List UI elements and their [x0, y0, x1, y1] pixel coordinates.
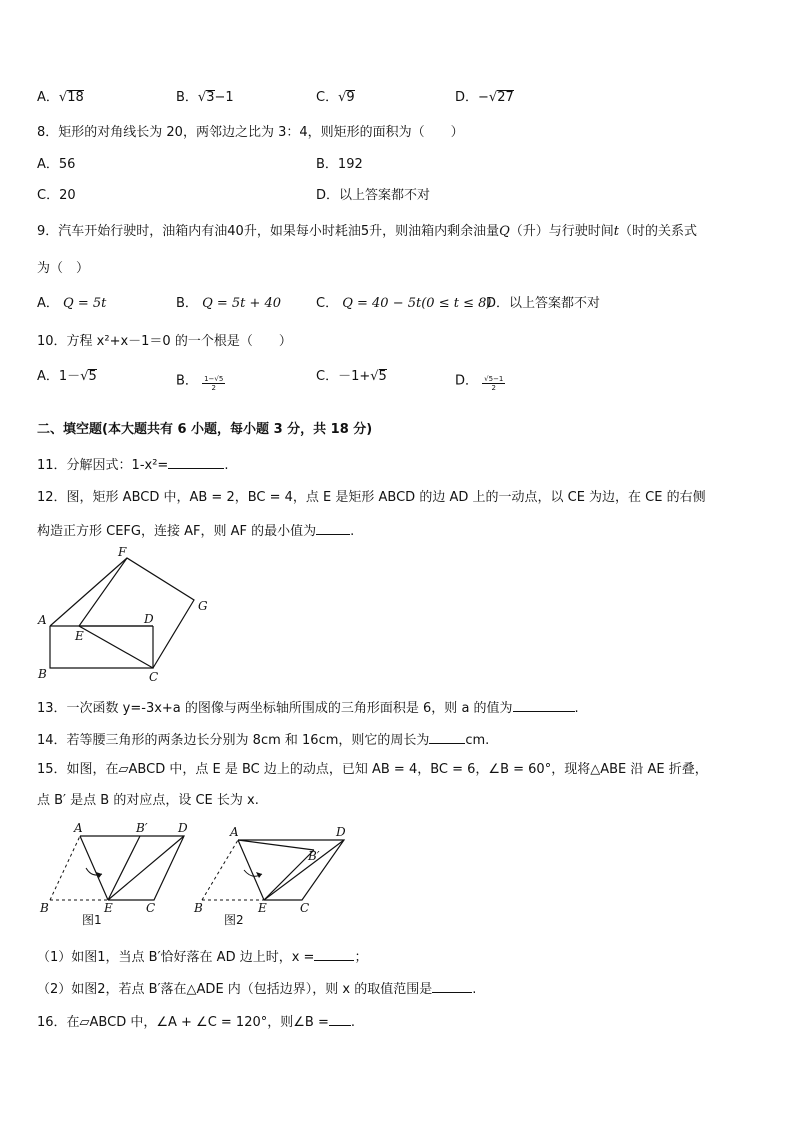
label-f: F: [118, 545, 127, 559]
q11-stem: 11．分解因式：1-x²= .: [37, 458, 229, 473]
q7-option-d: D．−√27: [455, 90, 514, 105]
q14-stem: 14．若等腰三角形的两条边长分别为 8cm 和 16cm，则它的周长为 cm.: [37, 733, 490, 748]
q10-option-a: A．1－√5: [37, 369, 97, 384]
label-d: D: [144, 612, 154, 626]
label-c: C: [146, 901, 156, 915]
caption-fig2: 图2: [224, 913, 244, 927]
q9-option-a: A． Q = 5t: [37, 296, 107, 311]
q8-option-d: D．以上答案都不对: [316, 188, 431, 203]
answer-blank: [432, 980, 472, 993]
square-cefg: [79, 558, 194, 668]
q10-option-b: B． $\frac{1-√5}{2}$: [176, 373, 224, 393]
answer-blank: [316, 522, 350, 535]
q15-figure-1: [36, 820, 196, 930]
q10-option-c: C．－1+√5: [316, 369, 387, 384]
q15-figure-2: [190, 820, 360, 930]
label-d: D: [178, 821, 188, 835]
label-a: A: [230, 825, 239, 839]
answer-blank: [168, 456, 224, 469]
label-b: B: [38, 667, 47, 681]
q9-option-b: B． Q = 5t + 40: [176, 296, 282, 311]
q9-stem-line2: 为（ ）: [37, 261, 90, 276]
label-e: E: [75, 629, 84, 643]
answer-blank: [429, 731, 465, 744]
rect-abcd: [50, 626, 153, 668]
answer-blank: [314, 948, 354, 961]
q8-stem: 8．矩形的对角线长为 20，两邻边之比为 3：4，则矩形的面积为（ ）: [37, 125, 464, 140]
q9-option-c: C． Q = 40 − 5t(0 ≤ t ≤ 8): [316, 296, 492, 311]
q12-stem-line1: 12．图，矩形 ABCD 中，AB = 2，BC = 4，点 E 是矩形 ABCD 的边 AD 上的一动点，以 CE 为边，在 CE 的右侧: [37, 490, 706, 505]
label-b: B: [40, 901, 49, 915]
q15-sub1: （1）如图1，当点 B′恰好落在 AD 边上时，x = ；: [37, 950, 368, 965]
label-a: A: [74, 821, 83, 835]
q8-option-a: A．56: [37, 157, 76, 172]
segment-af: [50, 558, 127, 626]
answer-blank: [513, 699, 575, 712]
q13-stem: 13．一次函数 y=-3x+a 的图像与两坐标轴所围成的三角形面积是 6，则 a 的值为 .: [37, 701, 579, 716]
label-d: D: [336, 825, 346, 839]
q12-stem-line2: 构造正方形 CEFG，连接 AF，则 AF 的最小值为 .: [37, 524, 355, 539]
answer-blank: [329, 1013, 351, 1026]
q8-option-b: B．192: [316, 157, 363, 172]
label-bprime: B′: [308, 849, 320, 863]
q10-stem: 10．方程 x²+x－1＝0 的一个根是（ ）: [37, 334, 292, 349]
q9-option-d: D．以上答案都不对: [486, 296, 601, 311]
q10-option-d: D． $\frac{√5-1}{2}$: [455, 373, 504, 393]
q7-option-c: C．√9: [316, 90, 355, 105]
label-g: G: [198, 599, 208, 613]
q7-option-a: A．√18: [37, 90, 84, 105]
label-b: B: [194, 901, 203, 915]
caption-fig1: 图1: [82, 913, 102, 927]
q15-stem-line1: 15．如图，在▱ABCD 中，点 E 是 BC 边上的动点，已知 AB = 4，BC = 6，∠B = 60°，现将△ABE 沿 AE 折叠，: [37, 762, 708, 777]
label-c: C: [300, 901, 310, 915]
label-c: C: [149, 670, 159, 682]
q8-option-c: C．20: [37, 188, 76, 203]
q15-stem-line2: 点 B′ 是点 B 的对应点，设 CE 长为 x.: [37, 793, 259, 808]
q16-stem: 16．在▱ABCD 中，∠A + ∠C = 120°，则∠B = .: [37, 1015, 355, 1030]
q7-option-b: B．√3−1: [176, 90, 234, 105]
fold-line-ae: [238, 840, 264, 900]
label-bprime: B′: [136, 821, 148, 835]
q9-stem-line1: 9．汽车开始行驶时，油箱内有油40升，如果每小时耗油5升，则油箱内剩余油量Q（升）与行驶时间t（时的关系式: [37, 224, 698, 239]
fold-line-ae: [80, 836, 108, 900]
label-e: E: [104, 901, 113, 915]
section-heading-fill-in: 二、填空题(本大题共有 6 小题，每小题 3 分，共 18 分): [37, 422, 373, 437]
q12-figure: [30, 544, 220, 682]
label-e: E: [258, 901, 267, 915]
q15-sub2: （2）如图2，若点 B′落在△ADE 内（包括边界），则 x 的取值范围是 .: [37, 982, 477, 997]
label-a: A: [38, 613, 47, 627]
